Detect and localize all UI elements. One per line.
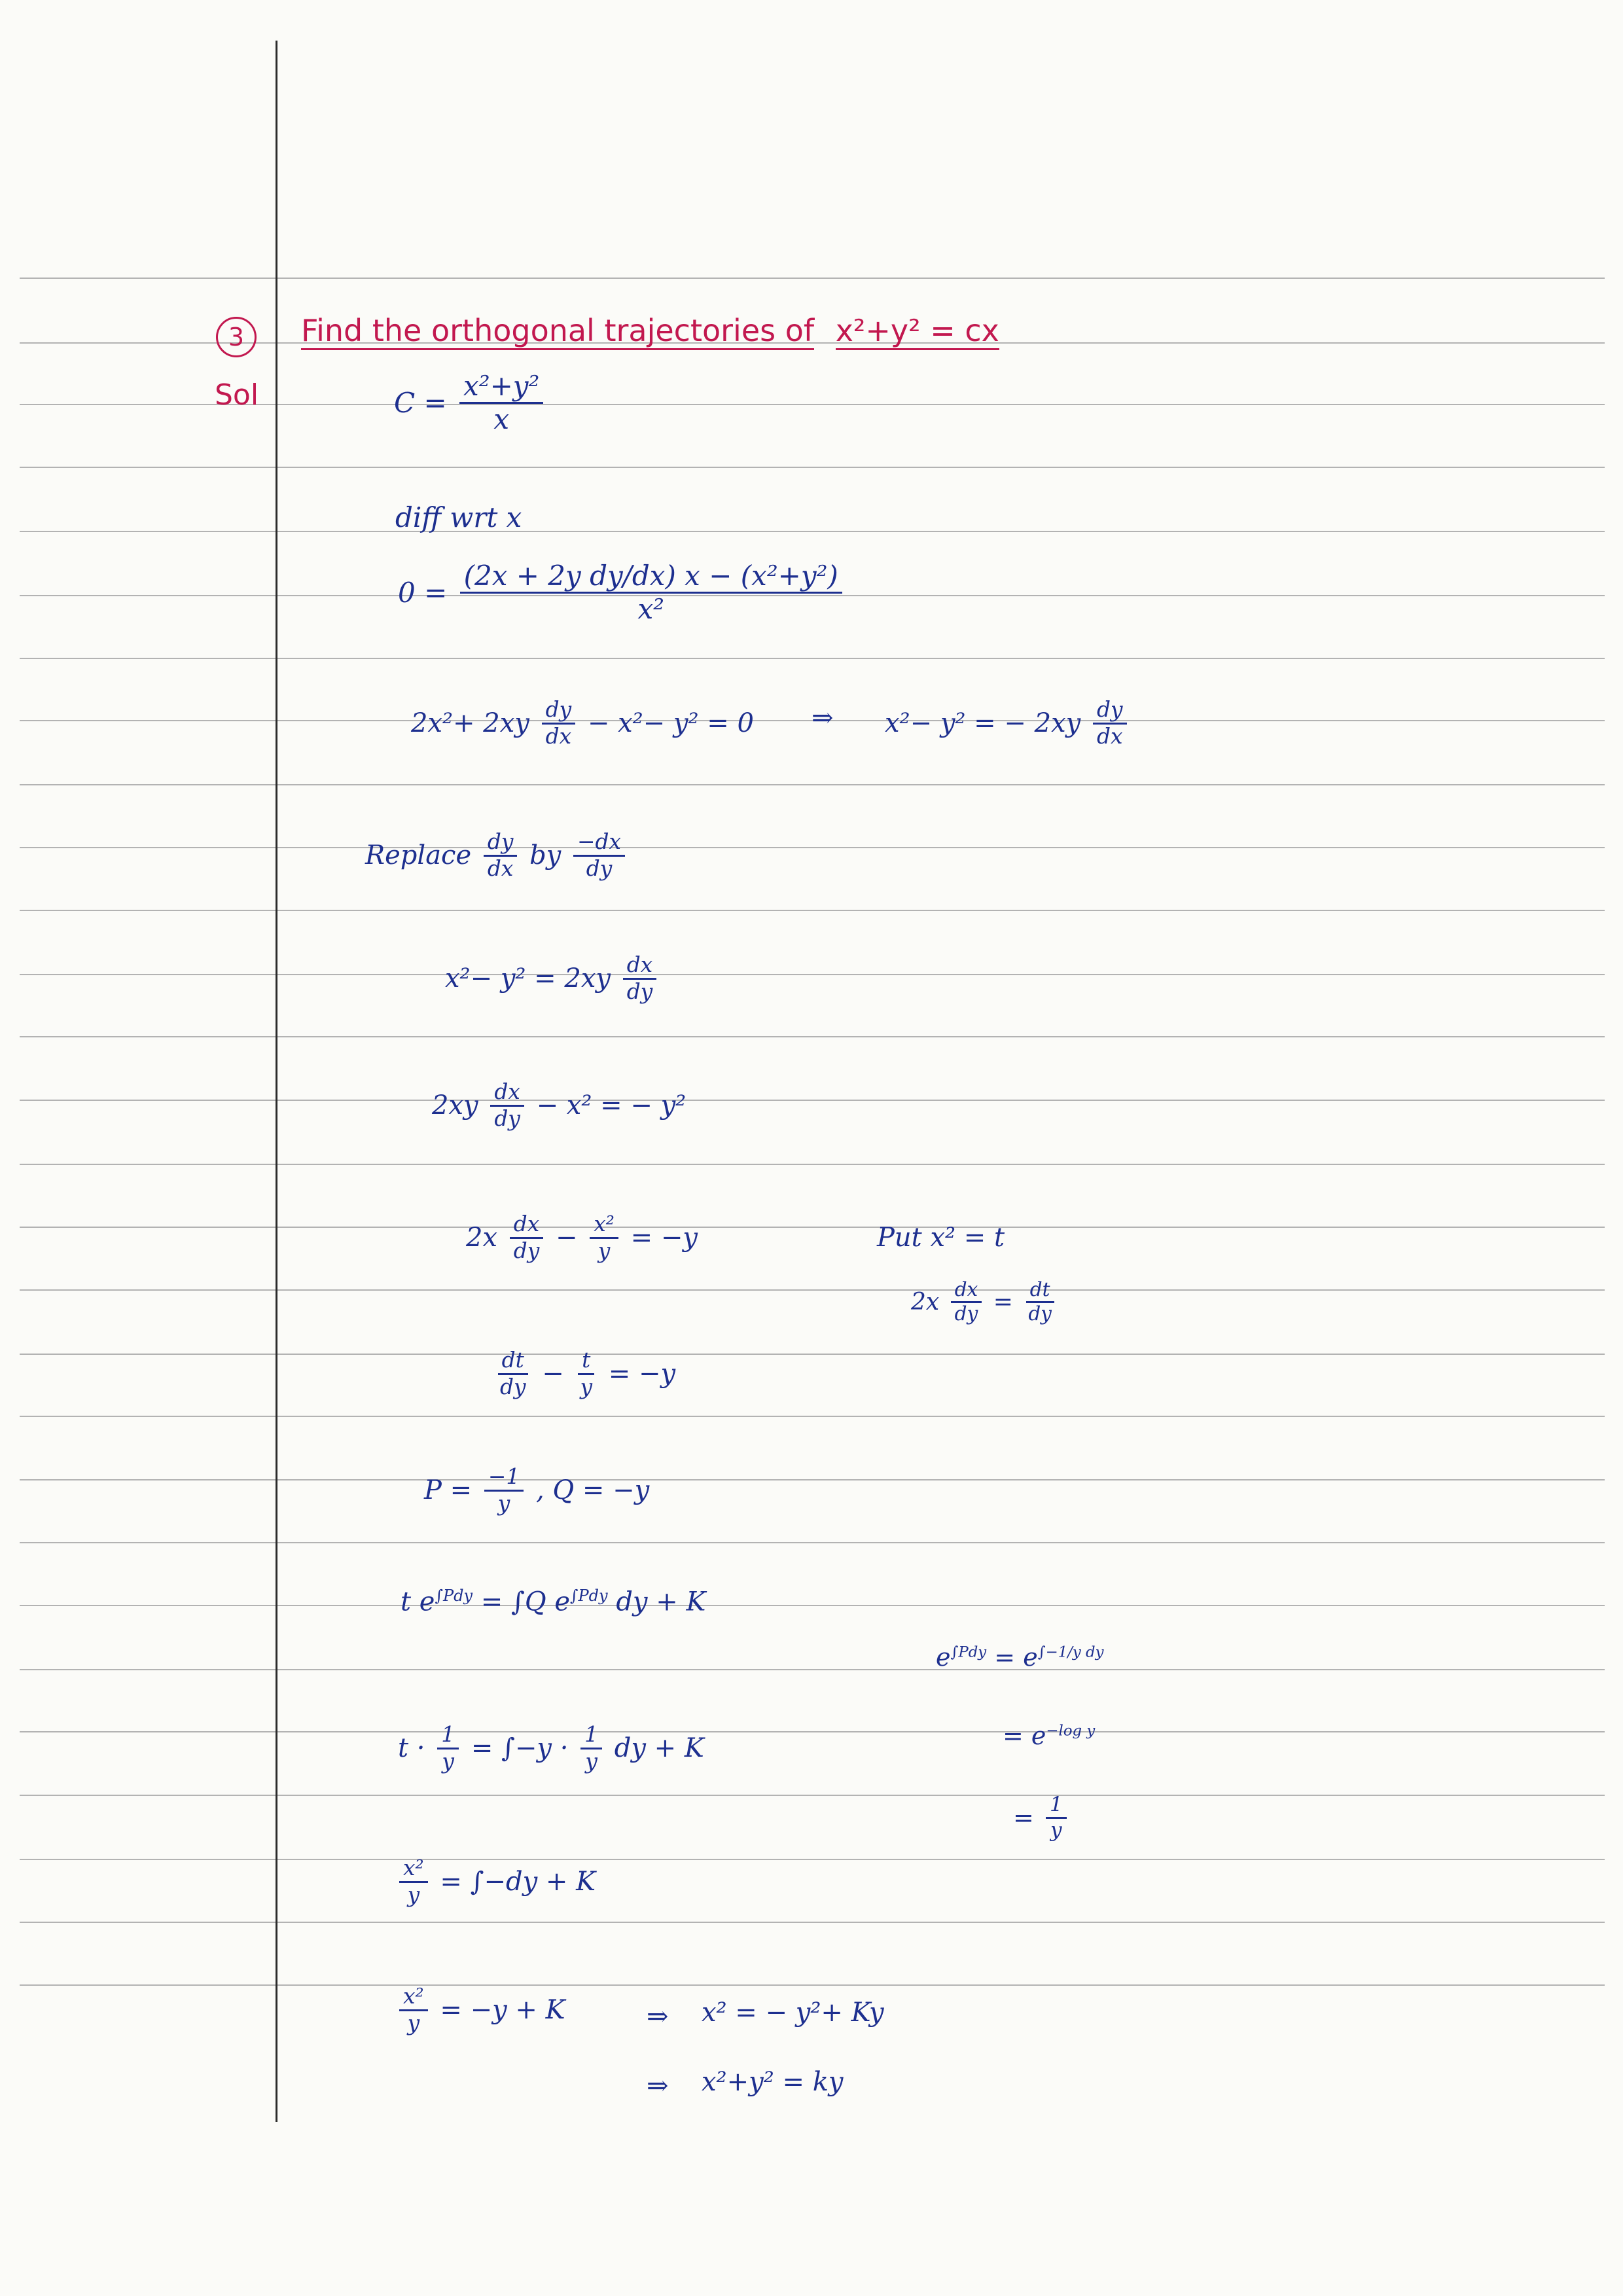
if-eq3: = <box>1013 1803 1034 1833</box>
deriv-numerator: (2x + 2y dy/dx) x − (x²+y²) <box>460 560 842 594</box>
integrating-factor-step2 <box>1003 1721 1095 1750</box>
l5-fden: dy <box>626 978 653 1004</box>
l6-part-a: 2xy <box>432 1090 478 1121</box>
l13-fraction <box>399 1984 428 2036</box>
l13-fnum: x² <box>399 1984 428 2011</box>
l3-fraction <box>542 698 576 749</box>
if-lhs: e <box>936 1643 951 1672</box>
divided-de <box>466 1212 698 1263</box>
l8-f2den: y <box>580 1374 593 1399</box>
l8-fden: dy <box>500 1374 526 1399</box>
put2-fnum: dx <box>951 1279 982 1303</box>
if-eq2: = e <box>1003 1721 1046 1750</box>
l7-part-a: 2x <box>466 1223 498 1253</box>
l10-part-b: = ∫Q e <box>480 1587 571 1617</box>
l3-part-c: x²− y² = − 2xy <box>885 708 1081 739</box>
l8-f2num: t <box>578 1348 594 1375</box>
p-fnum: −1 <box>484 1465 524 1492</box>
l12-part-b: = ∫−dy + K <box>440 1867 596 1897</box>
sol-label: Sol <box>215 378 259 412</box>
l3-fnum: dy <box>542 698 576 725</box>
l5-fnum: dx <box>623 953 657 980</box>
replace-fraction <box>484 830 518 881</box>
substitution: Put x² = t <box>877 1223 1005 1253</box>
l3-part-b: − x²− y² = 0 <box>587 708 754 739</box>
l13-arrow: ⇒ <box>647 2001 669 2032</box>
if-eq2-exponent: −log y <box>1046 1722 1096 1740</box>
orthogonal-de <box>445 953 660 1004</box>
l11-fraction-2 <box>580 1723 602 1774</box>
diff-wrt: diff wrt x <box>395 501 522 533</box>
l3-result <box>885 698 1131 749</box>
p-fraction <box>484 1465 524 1516</box>
l6-fnum: dx <box>490 1080 524 1107</box>
l8-part-b: = −y <box>608 1359 676 1390</box>
p-q-values <box>424 1465 649 1516</box>
substitution-derivative <box>911 1279 1060 1325</box>
l13-result: x² = − y²+ Ky <box>702 1998 884 2028</box>
put2-f2den: dy <box>1028 1302 1052 1325</box>
l12-fnum: x² <box>399 1856 428 1883</box>
l8-minus: − <box>542 1359 564 1390</box>
l7-fraction <box>510 1212 544 1263</box>
general-solution-formula <box>401 1587 705 1617</box>
replace-by: by <box>529 840 562 871</box>
if-eq1: = e <box>994 1643 1038 1672</box>
linear-de <box>492 1348 675 1399</box>
l5-fraction <box>623 953 657 1004</box>
integrating-factor <box>936 1643 1103 1672</box>
l13-part-b: = −y + K <box>440 1995 565 2026</box>
l12-fraction <box>399 1856 428 1907</box>
replace-by-fnum: −dx <box>573 830 625 857</box>
c-denominator: x <box>493 403 510 436</box>
l3-result-fraction <box>1093 698 1127 749</box>
c-fraction <box>459 370 543 436</box>
deriv-fraction <box>460 560 842 626</box>
c-lhs: C = <box>394 387 447 420</box>
l13-fden: y <box>407 2010 420 2036</box>
question-text <box>301 313 999 348</box>
put2-f2num: dt <box>1026 1279 1054 1303</box>
l10-exponent: ∫Pdy <box>435 1587 473 1605</box>
if-lhs-exponent: ∫Pdy <box>950 1643 987 1661</box>
l10-part-c: dy + K <box>616 1587 706 1617</box>
replace-by-fden: dy <box>586 855 613 881</box>
put2-fraction <box>951 1279 982 1325</box>
l5-part-a: x²− y² = 2xy <box>445 963 611 994</box>
simplified-integral <box>395 1856 596 1907</box>
l12-fden: y <box>407 1882 420 1907</box>
l8-fraction <box>496 1348 530 1399</box>
l11-fraction <box>437 1723 459 1774</box>
expanded-equation <box>411 698 754 749</box>
derivative-equation <box>398 560 846 626</box>
question-number: 3 <box>216 317 257 357</box>
l11-fden: y <box>442 1748 454 1774</box>
c-equation <box>394 370 547 436</box>
l10-exponent-2: ∫Pdy <box>570 1587 608 1605</box>
c-numerator: x²+y² <box>459 370 543 404</box>
q-label: , Q = −y <box>535 1475 650 1506</box>
final-arrow: ⇒ <box>647 2071 669 2101</box>
l7-fraction-2 <box>590 1212 618 1263</box>
l6-fraction <box>490 1080 524 1131</box>
l6-fden: dy <box>494 1105 520 1131</box>
l7-f2den: y <box>597 1238 611 1263</box>
l3-arrow: ⇒ <box>812 703 834 733</box>
l11-part-c: dy + K <box>614 1733 704 1764</box>
if-eq3-fraction <box>1046 1793 1067 1842</box>
integrating-factor-result <box>1013 1793 1071 1842</box>
replace-fden: dx <box>487 855 514 881</box>
p-label: P = <box>424 1475 473 1506</box>
question-equation: x²+y² = cx <box>836 313 999 350</box>
if-eq1-exponent: ∫−1/y dy <box>1037 1643 1104 1661</box>
question-prompt: Find the orthogonal trajectories of <box>301 313 814 350</box>
final-answer: x²+y² = ky <box>702 2067 844 2097</box>
integrated-result <box>395 1984 565 2036</box>
l11-part-b: = ∫−y · <box>471 1733 569 1764</box>
put2-fraction-2 <box>1024 1279 1056 1325</box>
deriv-lhs: 0 = <box>398 577 448 609</box>
if-eq3-fden: y <box>1050 1818 1062 1842</box>
deriv-denominator: x² <box>637 593 664 626</box>
substituted-solution <box>398 1723 704 1774</box>
l11-part-a: t · <box>398 1733 425 1764</box>
l7-minus: − <box>555 1223 578 1253</box>
l3-c-fnum: dy <box>1093 698 1127 725</box>
l3-c-fden: dx <box>1096 723 1123 749</box>
replace-by-fraction <box>573 830 625 881</box>
l3-part-a: 2x²+ 2xy <box>411 708 529 739</box>
l11-fnum: 1 <box>437 1723 459 1749</box>
put2-part-a: 2x <box>911 1288 940 1316</box>
replace-fnum: dy <box>484 830 518 857</box>
margin-line <box>276 41 277 2122</box>
l7-fnum: dx <box>510 1212 544 1239</box>
l8-fraction-2 <box>576 1348 596 1399</box>
l7-fden: dy <box>513 1238 540 1263</box>
put2-fden: dy <box>954 1302 978 1325</box>
replace-text: Replace <box>365 840 472 871</box>
l11-f2den: y <box>585 1748 597 1774</box>
l10-part-a: t e <box>401 1587 435 1617</box>
replace-line <box>365 830 629 881</box>
l7-part-b: = −y <box>630 1223 698 1253</box>
l7-f2num: x² <box>590 1212 618 1239</box>
if-eq3-fnum: 1 <box>1046 1793 1067 1819</box>
rearranged-de <box>432 1080 686 1131</box>
l11-f2num: 1 <box>580 1723 602 1749</box>
p-fden: y <box>497 1490 510 1516</box>
l6-part-b: − x² = − y² <box>536 1090 687 1121</box>
l8-fnum: dt <box>498 1348 528 1375</box>
l3-fden: dx <box>545 723 572 749</box>
put2-eq: = <box>993 1288 1013 1316</box>
